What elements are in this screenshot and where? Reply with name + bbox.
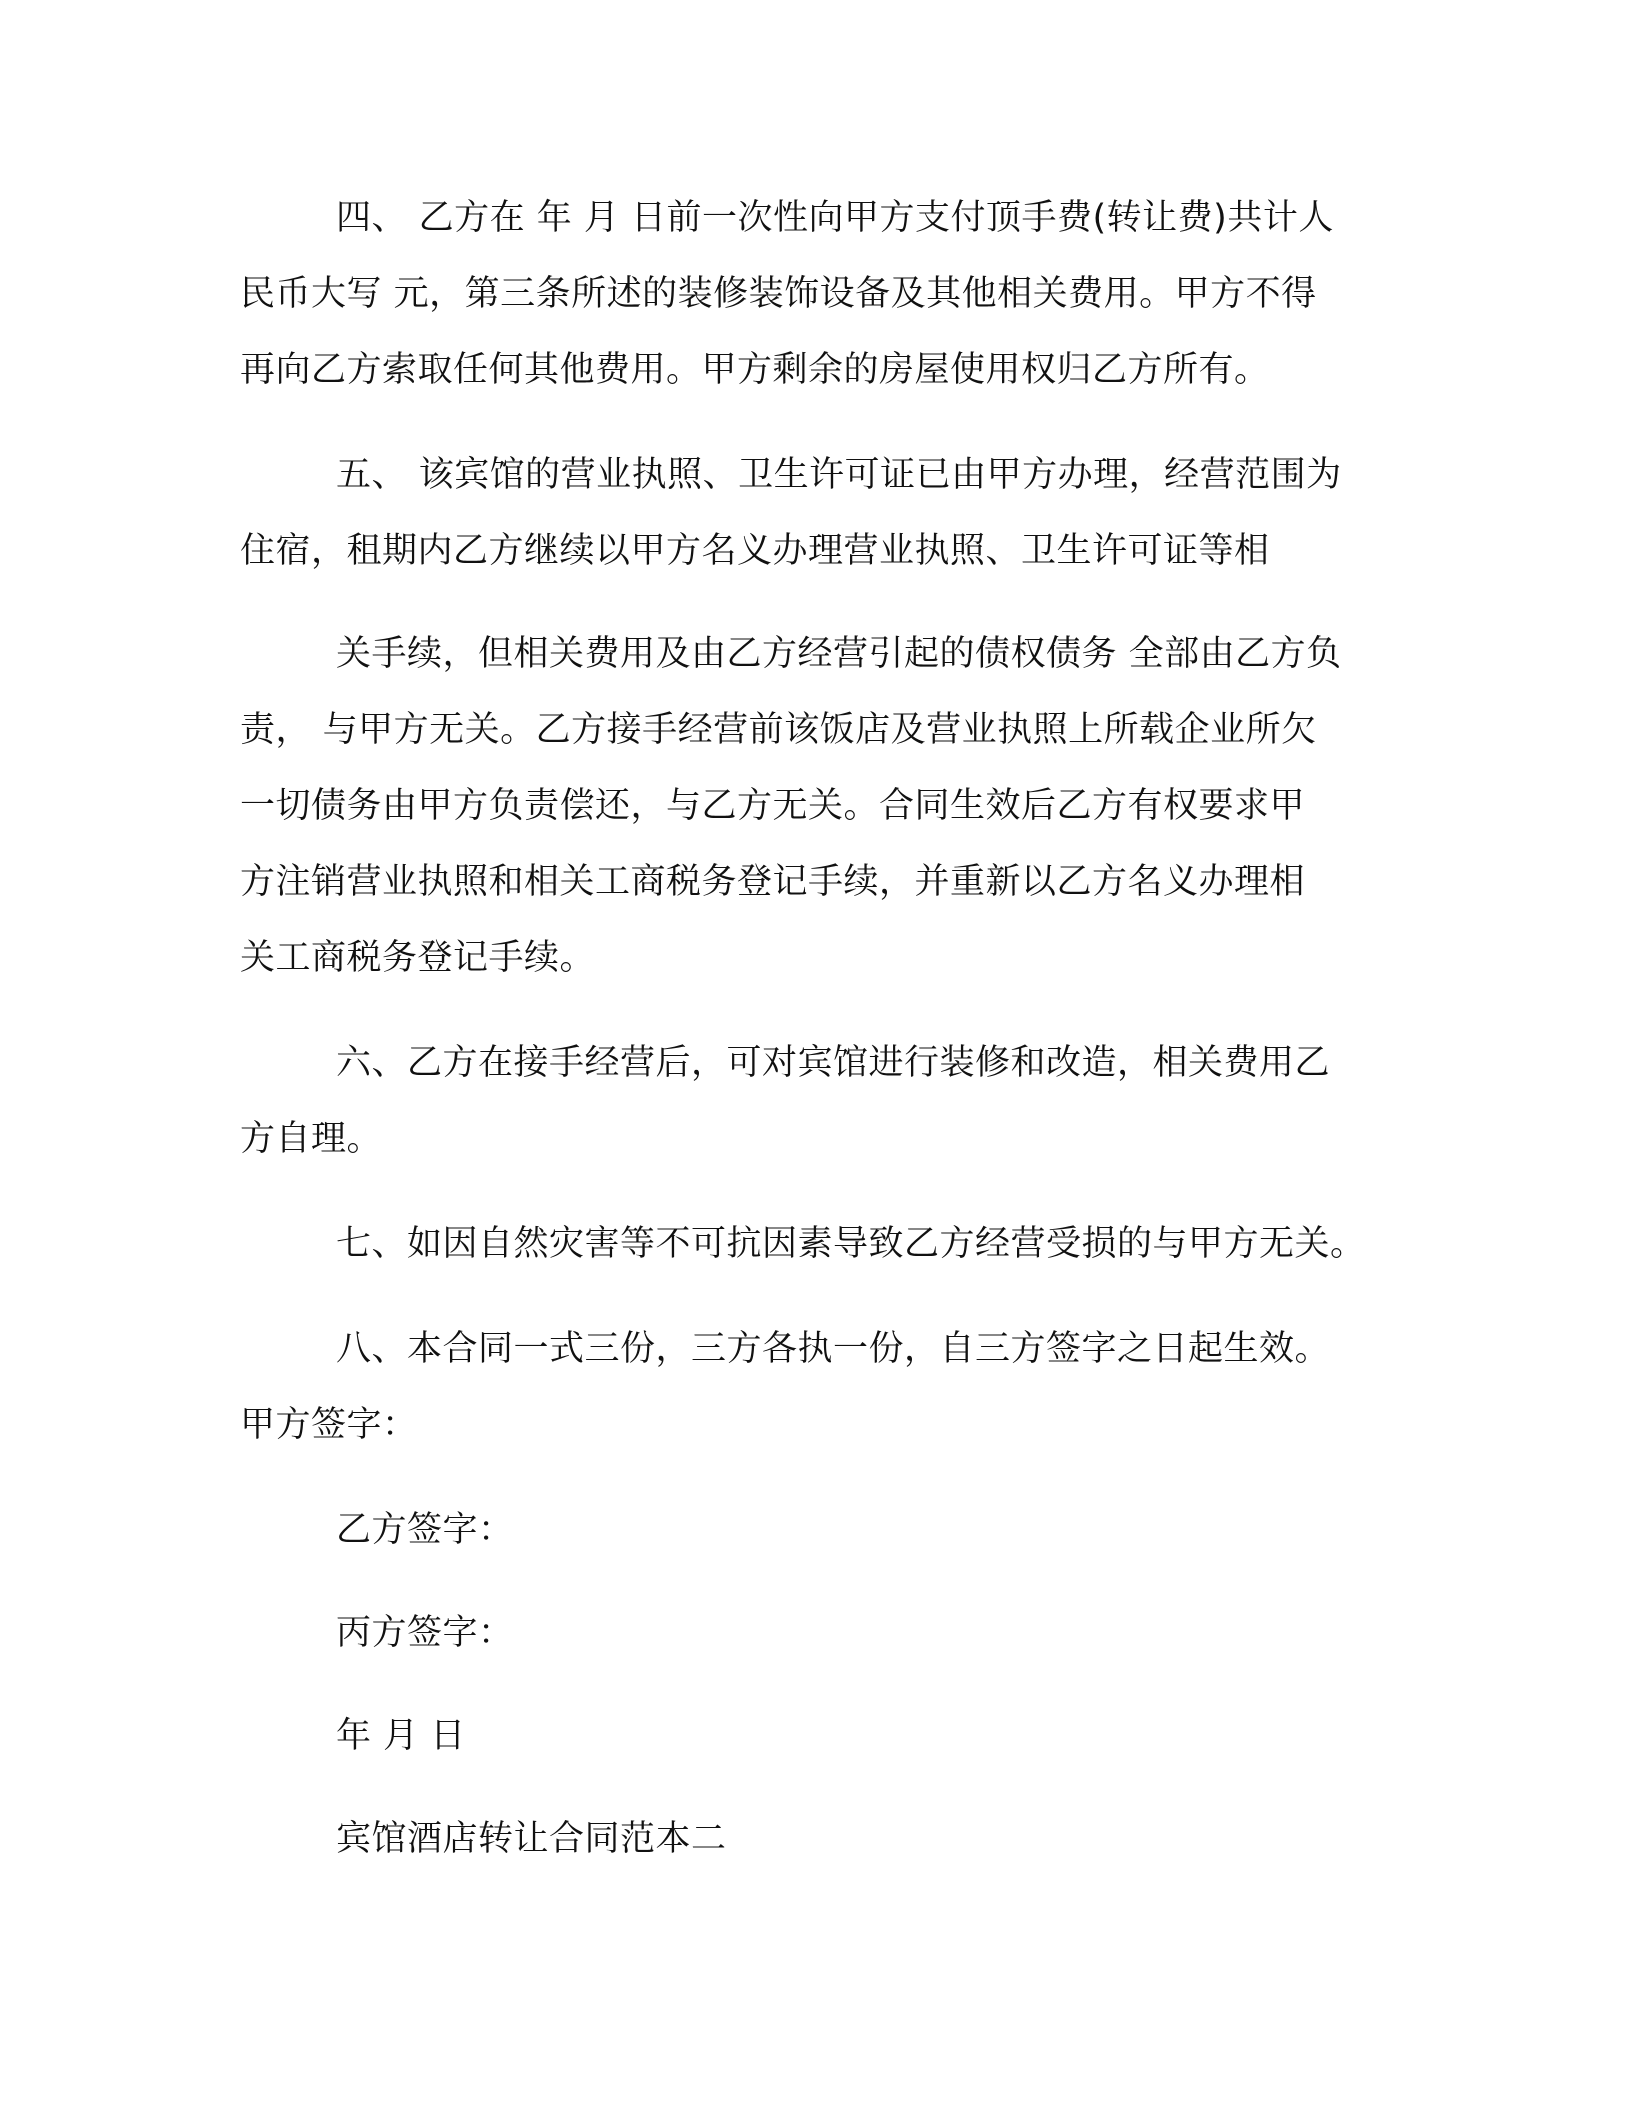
clause-4-line-1: 四、 乙方在 年 月 日前一次性向甲方支付顶手费(转让费)共计人: [336, 198, 1334, 238]
clause-7-line-1: 七、如因自然灾害等不可抗因素导致乙方经营受损的与甲方无关。: [336, 1224, 1366, 1264]
date-line: 年 月 日: [336, 1716, 466, 1756]
next-contract-title: 宾馆酒店转让合同范本二: [336, 1819, 727, 1859]
clause-8-line-1: 八、本合同一式三份，三方各执一份，自三方签字之日起生效。: [336, 1329, 1331, 1369]
clause-5-line-5: 一切债务由甲方负责偿还，与乙方无关。合同生效后乙方有权要求甲: [240, 786, 1306, 826]
clause-5-line-7: 关工商税务登记手续。: [240, 938, 596, 978]
clause-5-line-3: 关手续，但相关费用及由乙方经营引起的债权债务 全部由乙方负: [336, 634, 1342, 674]
clause-5-line-2: 住宿，租期内乙方继续以甲方名义办理营业执照、卫生许可证等相: [240, 531, 1270, 571]
clause-5-line-4: 责， 与甲方无关。乙方接手经营前该饭店及营业执照上所载企业所欠: [240, 710, 1317, 750]
clause-5-line-6: 方注销营业执照和相关工商税务登记手续，并重新以乙方名义办理相: [240, 862, 1306, 902]
clause-5-line-1: 五、 该宾馆的营业执照、卫生许可证已由甲方办理，经营范围为: [336, 455, 1342, 495]
party-c-signature: 丙方签字：: [336, 1613, 514, 1653]
party-a-signature: 甲方签字：: [240, 1405, 418, 1445]
clause-4-line-3: 再向乙方索取任何其他费用。甲方剩余的房屋使用权归乙方所有。: [240, 350, 1270, 390]
clause-4-line-2: 民币大写 元，第三条所述的装修装饰设备及其他相关费用。甲方不得: [240, 274, 1317, 314]
clause-6-line-2: 方自理。: [240, 1119, 383, 1159]
party-b-signature: 乙方签字：: [336, 1510, 514, 1550]
clause-6-line-1: 六、乙方在接手经营后，可对宾馆进行装修和改造，相关费用乙: [336, 1043, 1331, 1083]
